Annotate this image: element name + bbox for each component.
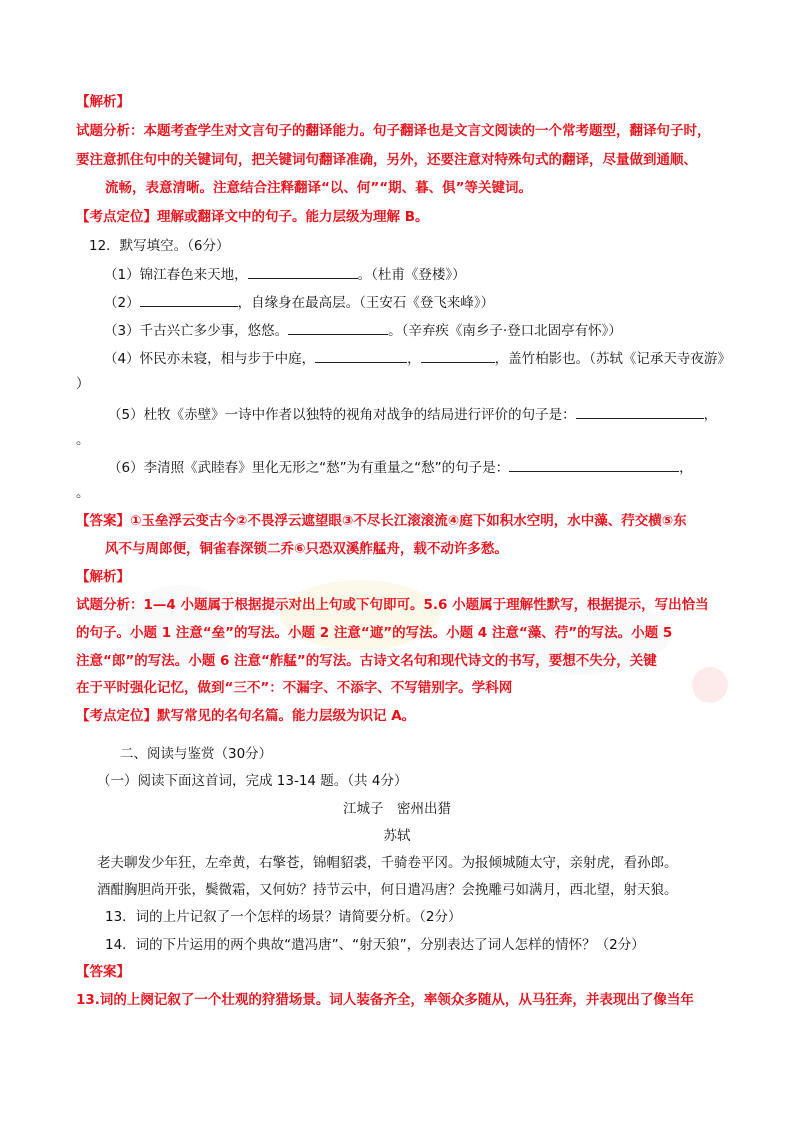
analysis-text-line: 试题分析：本题考查学生对文言句子的翻译能力。句子翻译也是文言文阅读的一个常考题型，翻译句子时， bbox=[76, 123, 711, 139]
kaodian-text: 默写常见的名句名篇。能力层级为识记 A。 bbox=[157, 708, 416, 724]
analysis-tag: 【解析】 bbox=[76, 94, 130, 110]
analysis-text-line: 要注意抓住句中的关键词句，把关键词句翻译准确，另外，还要注意对特殊句式的翻译，尽量做到通顺、 bbox=[76, 152, 697, 168]
question-13: 13．词的上片记叙了一个怎样的场景？请简要分析。（2分） bbox=[105, 909, 462, 925]
question-12-title: 12．默写填空。（6分） bbox=[89, 238, 230, 254]
kaodian-row bbox=[76, 207, 429, 227]
item-text: （3）千古兴亡多少事，悠悠。 bbox=[104, 323, 289, 339]
poem-line: 老夫聊发少年狂，左牵黄，右擎苍，锦帽貂裘，千骑卷平冈。为报倾城随太守，亲射虎，看孙郎。 bbox=[97, 855, 678, 871]
item-text: ，自缘身在最高层。（王安石《登飞来峰》） bbox=[237, 295, 495, 311]
answer-text: ①玉垒浮云变古今②不畏浮云遮望眼③不尽长江滚滚流④庭下如积水空明，水中藻、荇交横⑤东 bbox=[130, 513, 687, 529]
item-text: 。（杜甫《登楼》） bbox=[357, 267, 466, 283]
poem-line: 酒酣胸胆尚开张，鬓微霜，又何妨？持节云中，何日遣冯唐？会挽雕弓如满月，西北望，射天狼。 bbox=[97, 882, 678, 898]
fill-blank[interactable] bbox=[576, 404, 704, 419]
answer-tag: 【答案】 bbox=[76, 964, 130, 980]
analysis-tag: 【解析】 bbox=[76, 569, 130, 585]
poem-title: 江城子 密州出猎 bbox=[343, 801, 451, 817]
kaodian-tag: 【考点定位】 bbox=[76, 209, 157, 225]
fill-blank[interactable] bbox=[248, 264, 358, 279]
analysis-text-line: 在于平时强化记忆，做到“三不”：不漏字、不添字、不写错别字。学科网 bbox=[76, 680, 513, 696]
analysis-text-line: 注意“郎”的写法。小题 6 注意“舴艋”的写法。古诗文名句和现代诗文的书写，要想不失分，关键 bbox=[76, 653, 657, 669]
item-text: （2） bbox=[104, 295, 140, 311]
section-title: 二、阅读与鉴赏（30分） bbox=[120, 746, 273, 762]
item-text: ，盖竹柏影也。（苏轼《记承天寺夜游》 bbox=[494, 351, 731, 367]
item-text: （4）怀民亦未寝，相与步于中庭， bbox=[104, 351, 316, 367]
fill-blank[interactable] bbox=[288, 320, 388, 335]
kaodian-text: 理解或翻译文中的句子。能力层级为理解 B。 bbox=[157, 209, 429, 225]
item-text: ， bbox=[703, 407, 718, 423]
item-text: （5）杜牧《赤壁》一诗中作者以独特的视角对战争的结局进行评价的句子是： bbox=[108, 407, 576, 423]
q12-item-6 bbox=[108, 457, 693, 478]
q12-item-2 bbox=[104, 292, 494, 313]
section-subtitle: （一）阅读下面这首词，完成 13-14 题。（共 4分） bbox=[97, 773, 408, 789]
question-14: 14．词的下片运用的两个典故“遣冯唐”、“射天狼”，分别表达了词人怎样的情怀？（2分） bbox=[105, 937, 645, 953]
q12-item-5-tail: 。 bbox=[76, 432, 90, 448]
fill-blank[interactable] bbox=[140, 292, 238, 307]
item-text: ， bbox=[407, 351, 421, 367]
analysis-text-line: 流畅，表意清晰。注意结合注释翻译“以、何”“期、暮、俱”等关键词。 bbox=[105, 180, 532, 196]
kaodian-tag: 【考点定位】 bbox=[76, 708, 157, 724]
q12-item-5 bbox=[108, 404, 717, 425]
fill-blank[interactable] bbox=[421, 348, 495, 363]
item-text: （1）锦江春色来天地， bbox=[104, 267, 248, 283]
q12-item-4-tail: ） bbox=[76, 376, 90, 392]
poem-author: 苏轼 bbox=[383, 828, 411, 844]
q12-item-6-tail: 。 bbox=[76, 485, 90, 501]
answer-text-line: 风不与周郎便，铜雀春深锁二乔⑥只恐双溪舴艋舟，载不动许多愁。 bbox=[105, 541, 508, 557]
answer-tag: 【答案】 bbox=[76, 513, 130, 529]
answer-row bbox=[76, 511, 687, 531]
item-text: ， bbox=[679, 460, 693, 476]
item-text: （6）李清照《武睦春》里化无形之“愁”为有重量之“愁”的句子是： bbox=[108, 460, 510, 476]
analysis-text-line: 试题分析：1—4 小题属于根据提示对出上句或下句即可。5.6 小题属于理解性默写，根据提示，写出恰当 bbox=[76, 597, 709, 613]
q12-item-1 bbox=[104, 264, 466, 285]
q12-item-4 bbox=[104, 348, 731, 369]
analysis-text-line: 的句子。小题 1 注意“垒”的写法。小题 2 注意“遮”的写法。小题 4 注意“藻、荇”的写法。小题 5 bbox=[76, 625, 673, 641]
fill-blank[interactable] bbox=[509, 457, 679, 472]
answer-text-line: 13.词的上阕记叙了一个壮观的狩猎场景。词人装备齐全，率领众多随从，从马狂奔，并表现出了像当年 bbox=[76, 992, 694, 1008]
q12-item-3 bbox=[104, 320, 622, 341]
fill-blank[interactable] bbox=[315, 348, 407, 363]
kaodian-row bbox=[76, 706, 415, 726]
item-text: 。（辛弃疾《南乡子·登口北固亭有怀》） bbox=[388, 323, 622, 339]
